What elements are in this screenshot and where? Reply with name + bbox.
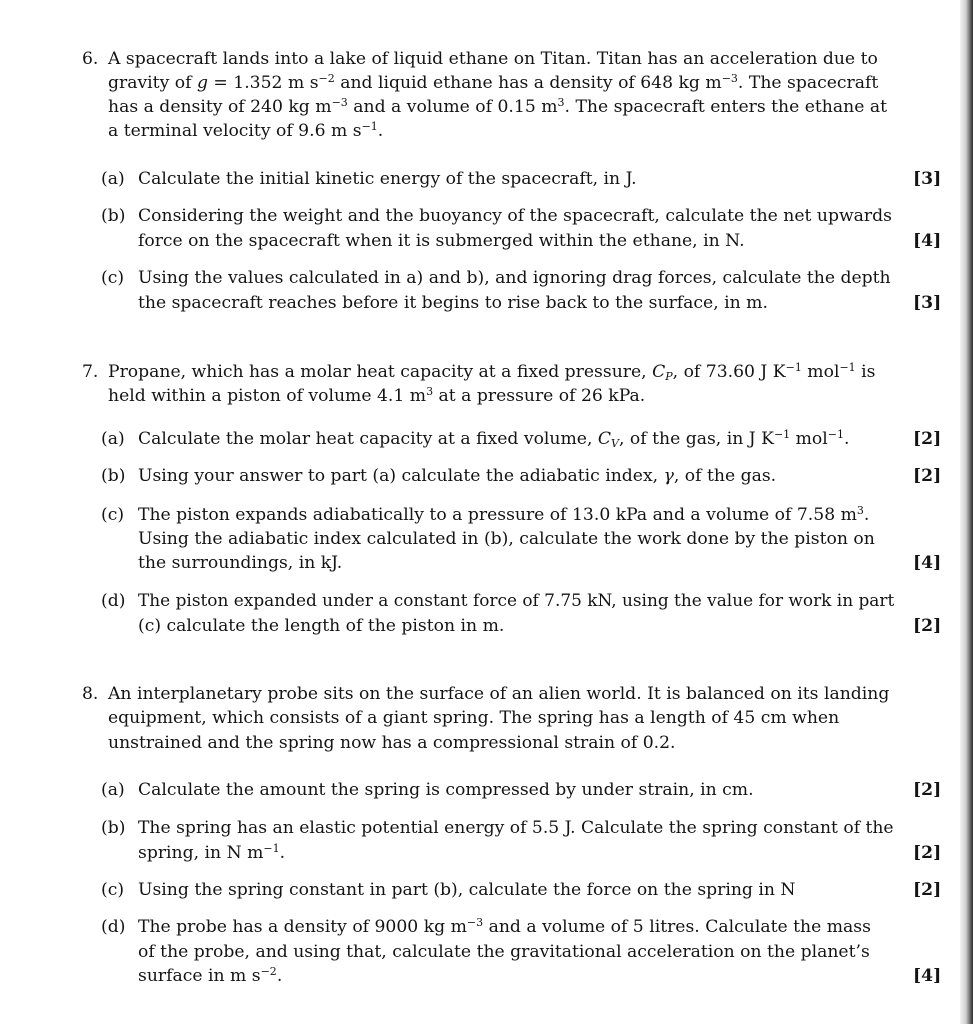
part-text-line: (c) calculate the length of the piston in m. bbox=[138, 616, 505, 636]
part-text-line: The piston expands adiabatically to a pressure of 13.0 kPa and a volume of 7.58 $m^3$. bbox=[138, 504, 870, 525]
part-text-line: The probe has a density of 9000 kg $m^{-3}$ and a volume of 5 litres. Calculate the mass bbox=[138, 916, 871, 937]
part-text-line: The spring has an elastic potential energy of 5.5 J. Calculate the spring constant of the bbox=[138, 818, 894, 838]
part-text-line: the spacecraft reaches before it begins to rise back to the surface, in m. bbox=[138, 293, 768, 313]
part-label: (d) bbox=[101, 591, 126, 611]
question-text-line: equipment, which consists of a giant spring. The spring has a length of 45 cm when bbox=[108, 708, 840, 728]
part-text-line: surface in m $s^{-2}$. bbox=[138, 965, 283, 986]
part-text-line: the surroundings, in kJ. bbox=[138, 553, 343, 573]
part-text-line: The piston expanded under a constant force of 7.75 kN, using the value for work in part bbox=[138, 591, 895, 611]
marks-badge: [2] bbox=[913, 616, 942, 636]
part-text-line: Using the spring constant in part (b), calculate the force on the spring in N bbox=[138, 880, 796, 900]
part-label: (b) bbox=[101, 818, 126, 838]
part-label: (c) bbox=[101, 505, 125, 525]
part-label: (c) bbox=[101, 268, 125, 288]
question-text-line: a terminal velocity of 9.6 m $s^{-1}$. bbox=[108, 120, 384, 141]
question-text-line: gravity of g = 1.352 m $s^{-2}$ and liquid ethane has a density of 648 kg $m^{-3}$. The spacecraft bbox=[108, 72, 879, 93]
question-number: 6. bbox=[82, 49, 99, 69]
part-text-line: Calculate the amount the spring is compressed by under strain, in cm. bbox=[138, 780, 754, 800]
marks-badge: [2] bbox=[913, 466, 942, 486]
question-text-line: An interplanetary probe sits on the surface of an alien world. It is balanced on its landing bbox=[108, 684, 890, 704]
question-text-line: Propane, which has a molar heat capacity at a fixed pressure, $C_P$, of 73.60 J $K^{-1}$ mol$^{-1}$ is bbox=[108, 361, 876, 383]
part-label: (b) bbox=[101, 466, 126, 486]
marks-badge: [2] bbox=[913, 780, 942, 800]
part-text-line: Calculate the initial kinetic energy of the spacecraft, in J. bbox=[138, 169, 637, 189]
part-label: (b) bbox=[101, 206, 126, 226]
marks-badge: [2] bbox=[913, 843, 942, 863]
marks-badge: [3] bbox=[913, 293, 942, 313]
part-text-line: Using the values calculated in a) and b), and ignoring drag forces, calculate the depth bbox=[138, 268, 891, 288]
question-text-line: A spacecraft lands into a lake of liquid ethane on Titan. Titan has an acceleration due to bbox=[108, 49, 878, 69]
marks-badge: [2] bbox=[913, 429, 942, 449]
marks-badge: [4] bbox=[913, 553, 942, 573]
part-text-line: force on the spacecraft when it is submerged within the ethane, in N. bbox=[138, 231, 745, 251]
part-label: (a) bbox=[101, 429, 125, 449]
marks-badge: [3] bbox=[913, 169, 942, 189]
part-text-line: spring, in N $m^{-1}$. bbox=[138, 842, 286, 863]
part-text-line: of the probe, and using that, calculate the gravitational acceleration on the planet’s bbox=[138, 942, 870, 962]
question-text-line: unstrained and the spring now has a compressional strain of 0.2. bbox=[108, 733, 676, 753]
part-text-line: Considering the weight and the buoyancy of the spacecraft, calculate the net upwards bbox=[138, 206, 892, 226]
part-label: (a) bbox=[101, 169, 125, 189]
part-label: (c) bbox=[101, 880, 125, 900]
question-text-line: has a density of 240 kg $m^{-3}$ and a volume of 0.15 $m^3$. The spacecraft enters the ethane at bbox=[108, 96, 887, 117]
part-text-line: Using the adiabatic index calculated in (b), calculate the work done by the piston on bbox=[138, 529, 875, 549]
question-number: 7. bbox=[82, 362, 99, 382]
marks-badge: [2] bbox=[913, 880, 942, 900]
part-text-line: Using your answer to part (a) calculate the adiabatic index, γ, of the gas. bbox=[138, 466, 777, 486]
part-label: (d) bbox=[101, 917, 126, 937]
marks-badge: [4] bbox=[913, 966, 942, 986]
question-number: 8. bbox=[82, 684, 99, 704]
scan-edge-shadow bbox=[960, 0, 973, 1024]
part-text-line: Calculate the molar heat capacity at a fixed volume, $C_V$, of the gas, in J $K^{-1}$ mol$^{-1}$. bbox=[138, 428, 850, 450]
marks-badge: [4] bbox=[913, 231, 942, 251]
part-label: (a) bbox=[101, 780, 125, 800]
question-text-line: held within a piston of volume 4.1 $m^3$ at a pressure of 26 kPa. bbox=[108, 385, 646, 406]
